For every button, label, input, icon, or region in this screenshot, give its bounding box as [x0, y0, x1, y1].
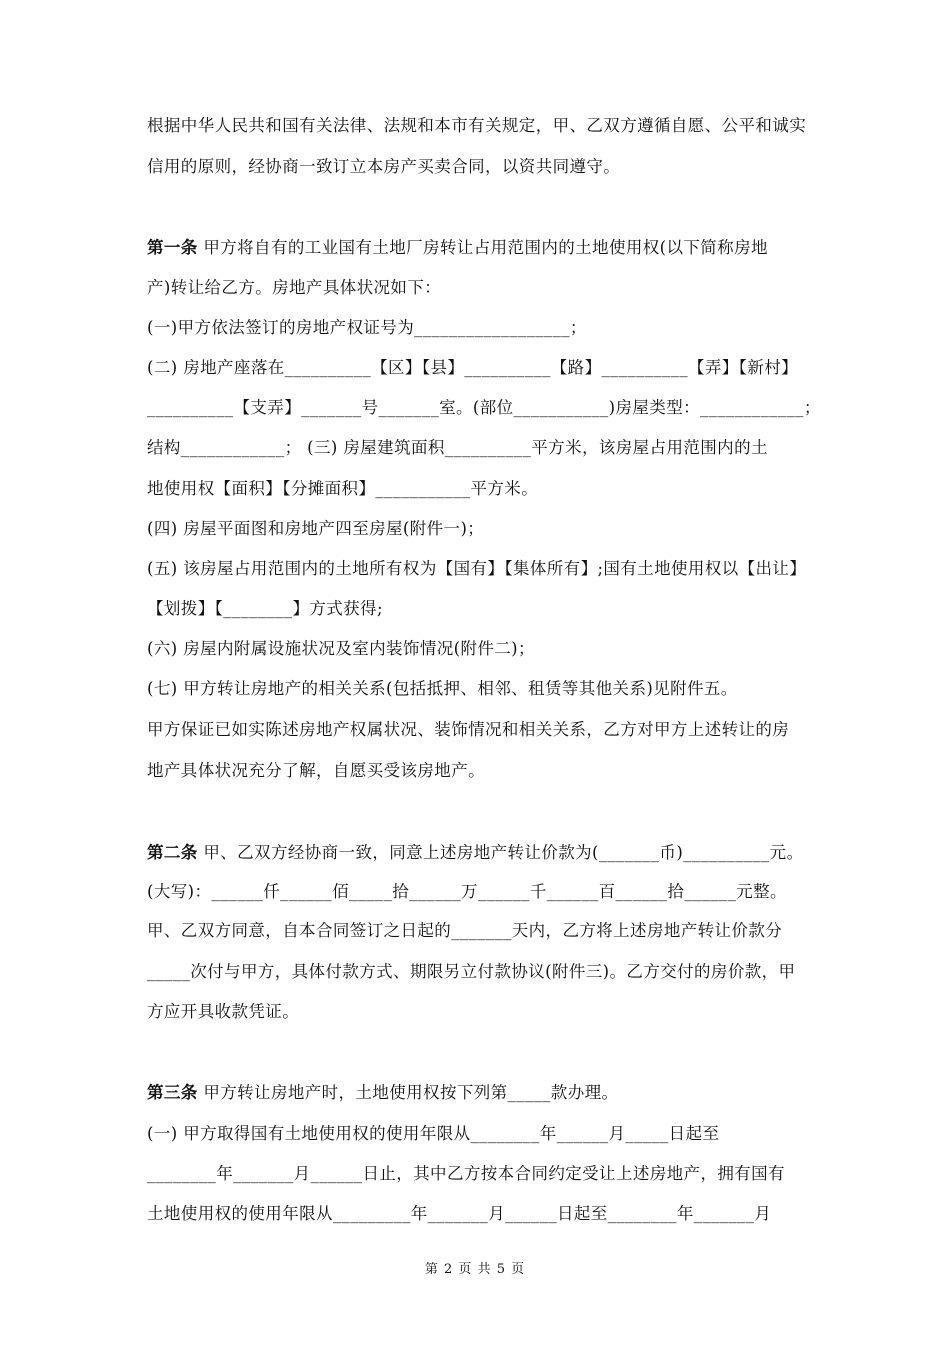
article-2-line: _____次付与甲方，具体付款方式、期限另立付款协议(附件三)。乙方交付的房价款，甲: [147, 962, 796, 981]
intro-line: 根据中华人民共和国有关法律、法规和本市有关规定，甲、乙双方遵循自愿、公平和诚实: [147, 116, 807, 135]
article-2-text: 甲、乙双方经协商一致，同意上述房地产转让价款为(_______币)__________元。: [197, 843, 804, 862]
article-1-line: (七) 甲方转让房地产的相关关系(包括抵押、相邻、租赁等其他关系)见附件五。: [147, 679, 738, 698]
article-2-line: 方应开具收款凭证。: [147, 1002, 300, 1021]
article-2-line: (大写)：______仟______佰_____拾______万______千______百______拾______元整。: [147, 882, 787, 901]
article-2-heading: 第二条: [147, 843, 198, 862]
article-1-line: (一)甲方依法签订的房地产权证号为__________________；: [147, 318, 587, 337]
article-1-line: [147, 237, 817, 259]
article-1-line: 结构____________； (三) 房屋建筑面积__________平方米，该房屋占用范围内的土: [147, 438, 768, 457]
article-1-line: 甲方保证已如实陈述房地产权属状况、装饰情况和相关关系，乙方对甲方上述转让的房: [147, 720, 790, 739]
article-3-line: ________年_______月______日止，其中乙方按本合同约定受让上述房地产，拥有国有: [147, 1164, 785, 1183]
article-1-line: (二) 房地产座落在__________【区】【县】__________【路】__________【弄】【新村】: [147, 358, 799, 377]
article-3-line: 土地使用权的使用年限从_________年_______月______日起至________年_______月: [147, 1204, 772, 1223]
article-1-line: 【划拨】【________】方式获得;: [147, 599, 383, 618]
article-3-line: (一) 甲方取得国有土地使用权的使用年限从________年______月_____日起至: [147, 1124, 720, 1143]
article-1-line: __________【支弄】_______号_______室。(部位___________)房屋类型：____________；: [147, 398, 821, 417]
article-3-heading: 第三条: [147, 1083, 198, 1102]
article-2-line: [147, 842, 817, 864]
page-number: 第 2 页 共 5 页: [424, 1262, 526, 1277]
article-1-line: 地产具体状况充分了解，自愿买受该房地产。: [147, 761, 485, 780]
article-3-text: 甲方转让房地产时，土地使用权按下列第_____款办理。: [197, 1083, 619, 1102]
article-1-text: 甲方将自有的工业国有土地厂房转让占用范围内的土地使用权(以下简称房地: [197, 238, 768, 257]
intro-line: 信用的原则，经协商一致订立本房产买卖合同，以资共同遵守。: [147, 157, 621, 176]
article-1-line: (五) 该房屋占用范围内的土地所有权为【国有】【集体所有】;国有土地使用权以【出让】: [147, 559, 807, 578]
article-3-line: [147, 1082, 817, 1104]
article-1-line: (六) 房屋内附属设施状况及室内装饰情况(附件二)；: [147, 639, 535, 658]
article-1-line: 地使用权【面积】【分摊面积】___________平方米。: [147, 479, 539, 498]
article-1-line: 产)转让给乙方。房地产具体状况如下：: [147, 278, 442, 297]
article-2-line: 甲、乙双方同意，自本合同签订之日起的_______天内，乙方将上述房地产转让价款分: [147, 921, 783, 940]
article-1-line: (四) 房屋平面图和房地产四至房屋(附件一)；: [147, 519, 485, 538]
article-1-heading: 第一条: [147, 238, 198, 257]
